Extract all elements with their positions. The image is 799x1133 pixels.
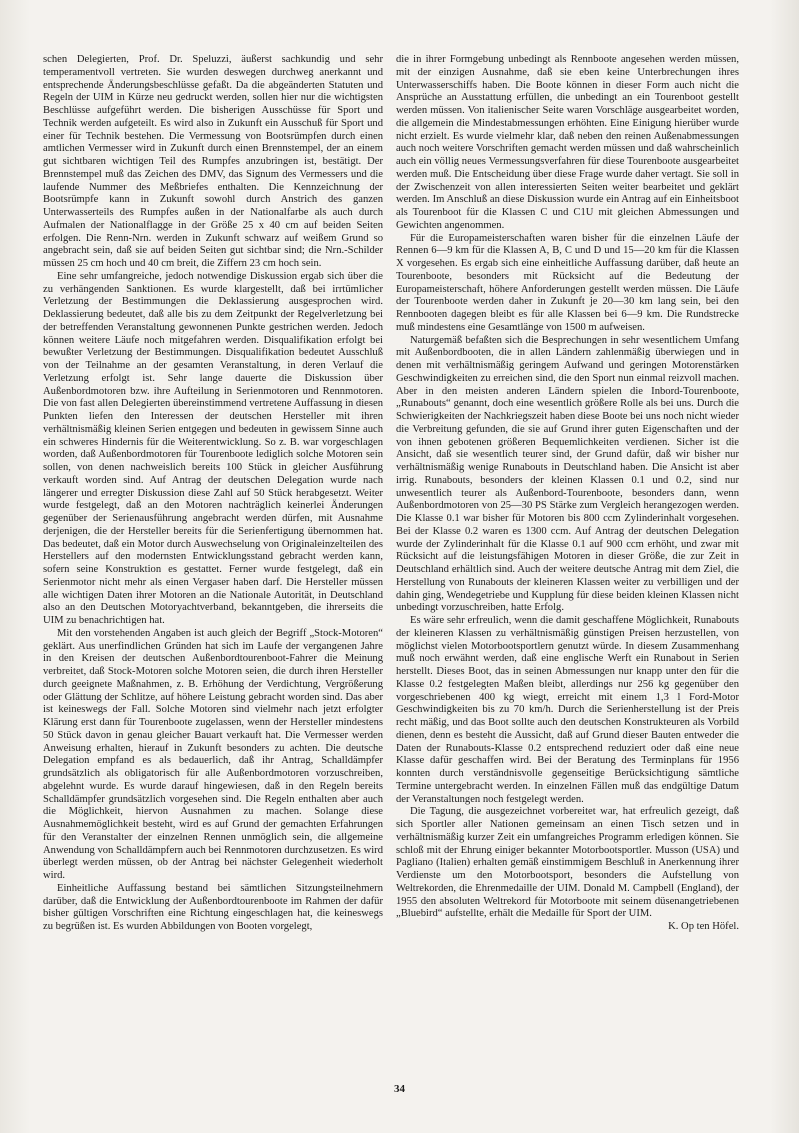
paragraph: Für die Europameisterschaften waren bisher für die einzelnen Läufe der Rennen 6—9 km für die Klassen A, B, C und D und 15—20 km für die Klassen X vorgesehen. Es ergab sich eine einheitliche Auffassung darüber, daß heute an Tourenboote, besonders mit Rücksicht auf die Bedeutung der Europameisterschaft, höhere Anforderungen gestellt werden müssen. Die Läufe der Tourenboote werden daher in Zukunft je 20—30 km lang sein, bei den Rennbooten dagegen bleibt es für alle Klassen bei 6—9 km. Die Rundstrecke muß mindestens eine Gesamtlänge von 1500 m aufweisen. [396, 232, 739, 333]
paragraph: Mit den vorstehenden Angaben ist auch gleich der Begriff „Stock-Motoren“ geklärt. Aus unerfindlichen Gründen hat sich im Laufe der vergangenen Jahre in den Kreisen der deutschen Außenbordtourenboot-Fahrer die Meinung verbreitet, daß Stock-Motoren solche Motoren seien, die durch ihren Hersteller durch geeignete Maßnahmen, z. B. Erhöhung der Verdichtung, Vergrößerung oder Glättung der Schlitze, auf höhere Leistung gebracht worden sind. Das aber ist keineswegs der Fall. Solche Motoren sind vielmehr nach jetzt erfolgter Klärung erst dann für Tourenboote zugelassen, wenn der Hersteller mindestens 50 Stück davon in genau gleicher Bauart verkauft hat. Die Vermesser werden Anweisung erhalten, hierauf in Zukunft besonders zu achten. Die deutsche Delegation empfand es als bedauerlich, daß ihr Antrag, Schalldämpfer grundsätzlich als obligatorisch für alle Außenbordmotoren vorzuschreiben, abgelehnt wurde. Es wurde darauf hingewiesen, daß in den Regeln bereits Schalldämpfer grundsätzlich vorgesehen sind. Die Regeln enthalten aber auch die Möglichkeit, hiervon Ausnahmen zu machen. Solange diese Ausnahmemöglichkeit besteht, wird es auf Grund der gemachten Erfahrungen für den Veranstalter der einzelnen Rennen unmöglich sein, die allgemeine Anwendung von Schalldämpfern auch bei Rennmotoren durchzusetzen. Es wird überlegt werden müssen, ob der Antrag bei nächster Gelegenheit wiederholt wird. [43, 627, 383, 881]
paragraph: schen Delegierten, Prof. Dr. Speluzzi, äußerst sachkundig und sehr temperamentvoll vertreten. Sie wurden deswegen durchweg anerkannt und entsprechende Änderungsbeschlüsse gefaßt. Da die abgeänderten Statuten und Regeln der UIM in Kürze neu gedruckt werden, sollen hier nur die wichtigsten Beschlüsse aufgeführt werden. Die bisherigen Ausschüsse für Sport und Technik werden aufgeteilt. Es wird also in Zukunft ein Ausschuß für Sport und einer für Technik bestehen. Die Vermessung von Bootsrümpfen durch einen amtlichen Vermesser wird in Zukunft durch einen Brennstempel, der an einem gut sichtbaren wichtigen Teil des Rumpfes anzubringen ist, bestätigt. Der Brennstempel muß das Zeichen des DMV, das Signum des Vermessers und die laufende Nummer des Meßbriefes enthalten. Die Kennzeichnung der Bootsrümpfe kann in Zukunft sowohl durch Anstrich des ganzen Unterwasserteils des Rumpfes außen in der Nationalfarbe als auch durch Aufmalen der Nationalflagge in der Größe 25 x 40 cm auf beiden Seiten erfolgen. Die Renn-Nrn. werden in Zukunft schwarz auf weißem Grund so angebracht sein, daß sie auf beiden Seiten gut sichtbar sind; die Nrn.-Schilder müssen 25 cm hoch und 40 cm breit, die Ziffern 23 cm hoch sein. [43, 54, 383, 269]
paragraph: Naturgemäß befaßten sich die Besprechungen in sehr wesentlichem Umfang mit Außenbordbooten, die in allen Ländern zahlenmäßig überwiegen und in denen mit verhältnismäßig geringem Aufwand und geringen Motorenstärken Geschwindigkeiten zu erreichen sind, die den Sport nun einmal reizvoll machen. Aber in den meisten anderen Ländern spielen die Inbord-Tourenboote, „Runabouts“ genannt, doch eine wesentlich größere Rolle als bei uns. Durch die Schwierigkeiten der Nachkriegszeit haben diese Boote bei uns noch nicht wieder die Verbreitung gefunden, die sie auf Grund ihrer guten Eigenschaften und der von ihnen gebotenen größeren Bequemlichkeiten verdienen. Sicher ist die Ansicht, daß sie wesentlich teurer sind, der Grund dafür, daß wir bisher nur verhältnismäßig wenige Runabouts in Deutschland haben. Die Ansicht ist aber irrig. Runabouts, besonders der kleinen Klassen 0.1 und 0.2, sind nur unwesentlich teurer als Außenbord-Tourenboote, besonders dann, wenn Außenbordmotoren von 25—30 PS Stärke zum Vergleich herangezogen werden. Die Klasse 0.1 war bisher für Motoren bis 800 ccm Zylinderinhalt vorgesehen. Bei der Klasse 0.2 waren es 1300 ccm. Auf Antrag der deutschen Delegation wurde der Zylinderinhalt für die Klasse 0.1 auf 900 ccm erhöht, und zwar mit Rücksicht auf die leistungsfähigen Motoren in dieser Größe, die zur Zeit in Deutschland erhältlich sind. Auch der weitere deutsche Antrag mit dem Ziel, die Herstellung von Runabouts der kleineren Klassen weiter zu verbilligen und der dahin ging, Wendegetriebe und Kupplung für diese beiden kleinen Klassen nicht unbedingt vorzuschreiben, hatte Erfolg. [396, 334, 739, 614]
paragraph: Es wäre sehr erfreulich, wenn die damit geschaffene Möglichkeit, Runabouts der kleineren Klassen zu verhältnismäßig günstigen Preisen herzustellen, von möglichst vielen Motorbootsportlern genutzt würde. In diesem Zusammenhang muß noch erwähnt werden, daß eine englische Werft ein Runabout in Serien herstellt. Dieses Boot, das in seinen Abmessungen nur knapp unter den für die Klasse 0.2 festgelegten Maßen bleibt, allerdings nur 256 kg gegenüber den vorgeschriebenen 400 kg wiegt, erreicht mit einem 1,3 l Ford-Motor Geschwindigkeiten bis zu 70 km/h. Durch die Serienherstellung ist der Preis recht mäßig, und das Boot sollte auch den deutschen Konstrukteuren als Vorbild dienen, denn es besteht die Aussicht, daß auf Grund dieser Bauten entweder die Daten der Runabouts-Klasse 0.2 entsprechend reduziert oder daß eine neue Klasse dafür geschaffen wird. Bei der Beratung des Terminplans für 1956 konnten durch verständnisvolle gegenseitige Berücksichtigung sämtliche Termine untergebracht werden. In einzelnen Fällen muß das endgültige Datum der Veranstaltungen noch festgelegt werden. [396, 615, 739, 805]
paragraph: Die Tagung, die ausgezeichnet vorbereitet war, hat erfreulich gezeigt, daß sich Sportler aller Nationen gemeinsam an einen Tisch setzen und in verhältnismäßig kurzer Zeit ein umfangreiches Programm erledigen können. Sie schloß mit der Ehrung einiger bekannter Motorbootsportler. Musson (USA) und Pagliano (Italien) erhalten gemäß einstimmigem Beschluß in Anerkennung ihrer Verdienste um den Motorbootsport, besonders die Aufstellung von Weltrekorden, die Ehrenmedaille der UIM. Donald M. Campbell (England), der 1955 den absoluten Weltrekord für Motorboote mit seinem düsenangetriebenen „Bluebird“ aufstellte, erhält die Medaille für Sport der UIM. [396, 806, 739, 920]
right-text-column [396, 54, 739, 1074]
paragraph: Einheitliche Auffassung bestand bei sämtlichen Sitzungsteilnehmern darüber, daß die Entwicklung der Außenbordtourenboote im Rahmen der dafür bisher gültigen Vorschriften eine Richtung eingeschlagen hat, die keineswegs zu begrüßen ist. Es wurden Abbildungen von Booten vorgelegt, [43, 882, 383, 932]
paragraph: die in ihrer Formgebung unbedingt als Rennboote angesehen werden müssen, mit der einzigen Ausnahme, daß sie eben keine Unterbrechungen ihres Unterwasserschiffs haben. Die Boote können in dieser Form auch nicht die Ansprüche an Ausstattung erfüllen, die unbedingt an ein Tourenboot gestellt werden müssen. Von italienischer Seite waren Vorschläge ausgearbeitet worden, die allgemein die Mindestabmessungen erhöhten. Eine Einigung hierüber wurde nicht erzielt. Es wurde vielmehr klar, daß neben den reinen Außenabmessungen auch noch weitere Vorschriften gemacht werden müssen und daß wahrscheinlich auch ein völlig neues Vermessungsverfahren für diese Tourenboote ausgearbeitet werden muß. Die Entscheidung über diese Frage wurde daher vertagt. Sie soll in der Zwischenzeit von allen interessierten Seiten weiter bearbeitet und geklärt werden. Im Anschluß an diese Diskussion wurde ein Antrag auf ein Einheitsboot als Tourenboot für die Klassen C und C1U mit gleichen Abmessungen und Gewichten angenommen. [396, 54, 739, 231]
left-text-column [43, 54, 383, 1074]
page-number: 34 [394, 1083, 405, 1095]
author-signature: K. Op ten Höfel. [668, 921, 739, 932]
paragraph: Eine sehr umfangreiche, jedoch notwendige Diskussion ergab sich über die zu verhängenden Sanktionen. Es wurde klargestellt, daß bei irrtümlicher Verletzung der Bestimmungen die Deklassierung ausgesprochen wird. Deklassierung bedeutet, daß alle bis zu dem Zeitpunkt der Regelverletzung bei der betreffenden Veranstaltung gewonnenen Punkte gestrichen werden. Jedoch können weitere Läufe noch mitgefahren werden. Disqualifikation erfolgt bei bewußter Verletzung der Bestimmungen. Disqualifikation bedeutet Ausschluß von der Teilnahme an der gesamten Veranstaltung, in deren Verlauf die Verletzung erfolgt ist. Sehr lange dauerte die Diskussion über Außenbordmotoren bzw. ihre Aufteilung in Serienmotoren und Rennmotoren. Die von fast allen Delegierten übereinstimmend vertretene Auffassung in diesen Punkten liefen den Interessen der deutschen Hersteller mit ihren verhältnismäßig kleinen Serien entgegen und bedeuten in gewissem Sinne auch ein schweres Hindernis für die Weiterentwicklung. So z. B. war vorgeschlagen worden, daß Außenbordmotoren für Tourenboote lediglich solche Motoren sein sollen, von denen nachweislich bereits 100 Stück in gleicher Ausführung verkauft worden sind. Auf Antrag der deutschen Delegation wurde nach längerer und erregter Diskussion diese Zahl auf 50 Stück herabgesetzt. Weiter wurde festgelegt, daß an den Motoren nachträglich keinerlei Änderungen gegenüber der Serienausführung angebracht werden dürfen, mit Ausnahme derjenigen, die der Hersteller bereits für die Serienfertigung übernommen hat. Das bedeutet, daß ein Motor durch Auswechselung von Originaleinzelteilen des Herstellers auf den modernsten Entwicklungsstand gebracht werden kann, sofern seine Konstruktion es gestattet. Ferner wurde festgelegt, daß ein Serienmotor nicht mehr als einen Vergaser haben darf. Die Hersteller müssen alle wichtigen Daten ihrer Motoren an die Nationale Autorität, in Deutschland also an den Deutschen Motoryachtverband, bekanntgeben, die ihrerseits die UIM zu benachrichtigen hat. [43, 270, 383, 626]
